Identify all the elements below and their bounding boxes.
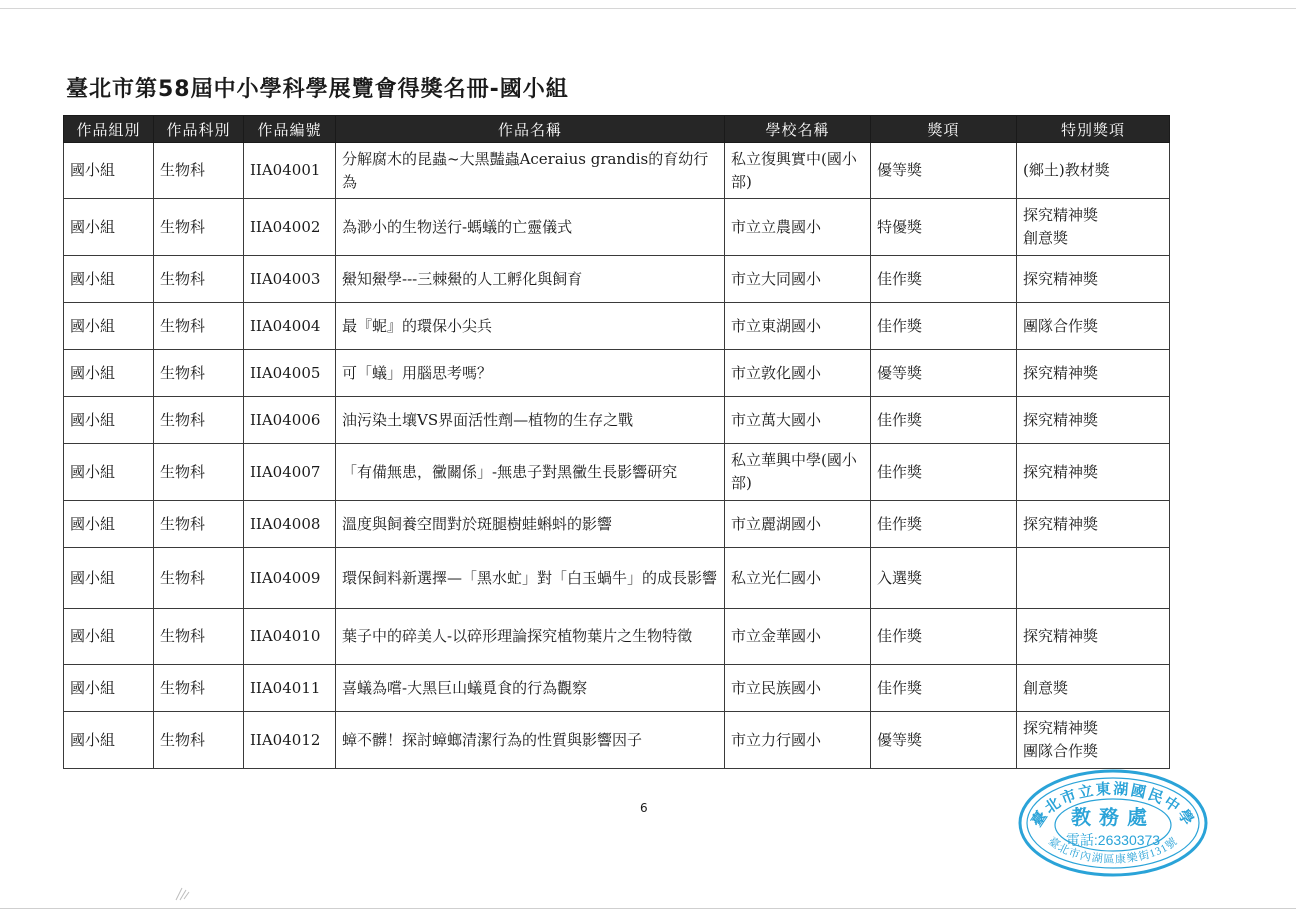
cell-code: IIA04003 xyxy=(244,256,336,303)
cell-award: 佳作獎 xyxy=(871,501,1017,548)
cell-award: 優等獎 xyxy=(871,143,1017,199)
table-row xyxy=(64,444,1170,501)
cell-subject: 生物科 xyxy=(154,501,244,548)
table-row xyxy=(64,548,1170,609)
cell-school: 私立光仁國小 xyxy=(725,548,871,609)
table-row xyxy=(64,397,1170,444)
cell-group: 國小組 xyxy=(64,199,154,256)
cell-group: 國小組 xyxy=(64,444,154,501)
cell-school: 市立力行國小 xyxy=(725,712,871,769)
svg-text:電話:26330373: 電話:26330373 xyxy=(1065,832,1161,848)
cell-school: 市立金華國小 xyxy=(725,609,871,665)
cell-special-award: 探究精神獎 xyxy=(1017,256,1170,303)
cell-award: 佳作獎 xyxy=(871,444,1017,501)
header-group: 作品組別 xyxy=(64,116,154,143)
svg-text:臺北市內湖區康樂街131號: 臺北市內湖區康樂街131號 xyxy=(1045,835,1181,866)
cell-subject: 生物科 xyxy=(154,712,244,769)
cell-code: IIA04010 xyxy=(244,609,336,665)
cell-code: IIA04004 xyxy=(244,303,336,350)
cell-code: IIA04002 xyxy=(244,199,336,256)
cell-award: 佳作獎 xyxy=(871,303,1017,350)
cell-subject: 生物科 xyxy=(154,303,244,350)
table-header-row xyxy=(64,116,1170,143)
cell-special-award: 團隊合作獎 xyxy=(1017,303,1170,350)
cell-subject: 生物科 xyxy=(154,609,244,665)
cell-code: IIA04007 xyxy=(244,444,336,501)
cell-school: 市立東湖國小 xyxy=(725,303,871,350)
cell-special-award: (鄉土)教材獎 xyxy=(1017,143,1170,199)
cell-title: 最『蚭』的環保小尖兵 xyxy=(336,303,725,350)
bottom-rule xyxy=(0,908,1296,909)
cell-title: 喜蟻為嚐-大黑巨山蟻覓食的行為觀察 xyxy=(336,665,725,712)
cell-group: 國小組 xyxy=(64,665,154,712)
header-title: 作品名稱 xyxy=(336,116,725,143)
cell-school: 市立敦化國小 xyxy=(725,350,871,397)
cell-award: 優等獎 xyxy=(871,712,1017,769)
cell-school: 市立民族國小 xyxy=(725,665,871,712)
cell-special-award: 探究精神獎 xyxy=(1017,501,1170,548)
table-row xyxy=(64,609,1170,665)
cell-award: 入選獎 xyxy=(871,548,1017,609)
cell-special-award: 探究精神獎 xyxy=(1017,444,1170,501)
cell-school: 私立華興中學(國小部) xyxy=(725,444,871,501)
cell-school: 市立麗湖國小 xyxy=(725,501,871,548)
cell-award: 佳作獎 xyxy=(871,665,1017,712)
cell-special-award: 探究精神獎 團隊合作獎 xyxy=(1017,712,1170,769)
school-seal-stamp xyxy=(1016,767,1210,879)
cell-group: 國小組 xyxy=(64,609,154,665)
cell-award: 特優獎 xyxy=(871,199,1017,256)
cell-special-award: 探究精神獎 xyxy=(1017,397,1170,444)
cell-subject: 生物科 xyxy=(154,397,244,444)
cell-special-award: 創意獎 xyxy=(1017,665,1170,712)
table-row xyxy=(64,350,1170,397)
cell-subject: 生物科 xyxy=(154,665,244,712)
cell-group: 國小組 xyxy=(64,256,154,303)
cell-code: IIA04009 xyxy=(244,548,336,609)
table-row xyxy=(64,712,1170,769)
cell-school: 市立大同國小 xyxy=(725,256,871,303)
cell-code: IIA04006 xyxy=(244,397,336,444)
table-row xyxy=(64,143,1170,199)
document-title: 臺北市第58屆中小學科學展覽會得獎名冊-國小組 xyxy=(66,77,569,102)
cell-award: 優等獎 xyxy=(871,350,1017,397)
cell-title: 可「蟻」用腦思考嗎？ xyxy=(336,350,725,397)
table-row xyxy=(64,199,1170,256)
cell-title: 溫度與飼養空間對於斑腿樹蛙蝌蚪的影響 xyxy=(336,501,725,548)
cell-award: 佳作獎 xyxy=(871,609,1017,665)
cell-award: 佳作獎 xyxy=(871,397,1017,444)
top-rule xyxy=(0,8,1296,9)
awards-table xyxy=(63,115,1170,769)
cell-subject: 生物科 xyxy=(154,199,244,256)
cell-title: 蟑不髒！探討蟑螂清潔行為的性質與影響因子 xyxy=(336,712,725,769)
svg-text:教務處: 教務處 xyxy=(1071,807,1155,829)
page-number: 6 xyxy=(640,801,648,815)
header-subject: 作品科別 xyxy=(154,116,244,143)
table-row xyxy=(64,665,1170,712)
cell-code: IIA04001 xyxy=(244,143,336,199)
cell-title: 鱟知鱟學---三棘鱟的人工孵化與飼育 xyxy=(336,256,725,303)
cell-special-award: 探究精神獎 xyxy=(1017,350,1170,397)
header-school: 學校名稱 xyxy=(725,116,871,143)
cell-group: 國小組 xyxy=(64,548,154,609)
table-body xyxy=(64,143,1170,769)
cell-title: 分解腐木的昆蟲~大黑豔蟲Aceraius grandis的育幼行為 xyxy=(336,143,725,199)
table-row xyxy=(64,501,1170,548)
cell-special-award: 探究精神獎 創意獎 xyxy=(1017,199,1170,256)
cell-code: IIA04011 xyxy=(244,665,336,712)
cell-award: 佳作獎 xyxy=(871,256,1017,303)
cell-subject: 生物科 xyxy=(154,444,244,501)
scan-smudge-mark xyxy=(172,880,194,902)
cell-school: 市立萬大國小 xyxy=(725,397,871,444)
cell-title: 環保飼料新選擇—「黑水虻」對「白玉蝸牛」的成長影響 xyxy=(336,548,725,609)
svg-text:臺北市立東湖國民中學: 臺北市立東湖國民中學 xyxy=(1029,781,1197,831)
cell-group: 國小組 xyxy=(64,303,154,350)
header-code: 作品編號 xyxy=(244,116,336,143)
cell-title: 葉子中的碎美人-以碎形理論探究植物葉片之生物特徵 xyxy=(336,609,725,665)
cell-group: 國小組 xyxy=(64,350,154,397)
cell-title: 「有備無患，黴關係」-無患子對黑黴生長影響研究 xyxy=(336,444,725,501)
cell-title: 油污染土壤VS界面活性劑—植物的生存之戰 xyxy=(336,397,725,444)
table-row xyxy=(64,256,1170,303)
table-row xyxy=(64,303,1170,350)
cell-subject: 生物科 xyxy=(154,256,244,303)
cell-school: 私立復興實中(國小部) xyxy=(725,143,871,199)
cell-group: 國小組 xyxy=(64,143,154,199)
header-special-award: 特別獎項 xyxy=(1017,116,1170,143)
cell-group: 國小組 xyxy=(64,712,154,769)
cell-code: IIA04012 xyxy=(244,712,336,769)
cell-school: 市立立農國小 xyxy=(725,199,871,256)
cell-code: IIA04005 xyxy=(244,350,336,397)
cell-subject: 生物科 xyxy=(154,350,244,397)
cell-title: 為渺小的生物送行-螞蟻的亡靈儀式 xyxy=(336,199,725,256)
cell-special-award xyxy=(1017,548,1170,609)
cell-subject: 生物科 xyxy=(154,548,244,609)
cell-subject: 生物科 xyxy=(154,143,244,199)
cell-code: IIA04008 xyxy=(244,501,336,548)
cell-special-award: 探究精神獎 xyxy=(1017,609,1170,665)
header-award: 獎項 xyxy=(871,116,1017,143)
cell-group: 國小組 xyxy=(64,501,154,548)
cell-group: 國小組 xyxy=(64,397,154,444)
